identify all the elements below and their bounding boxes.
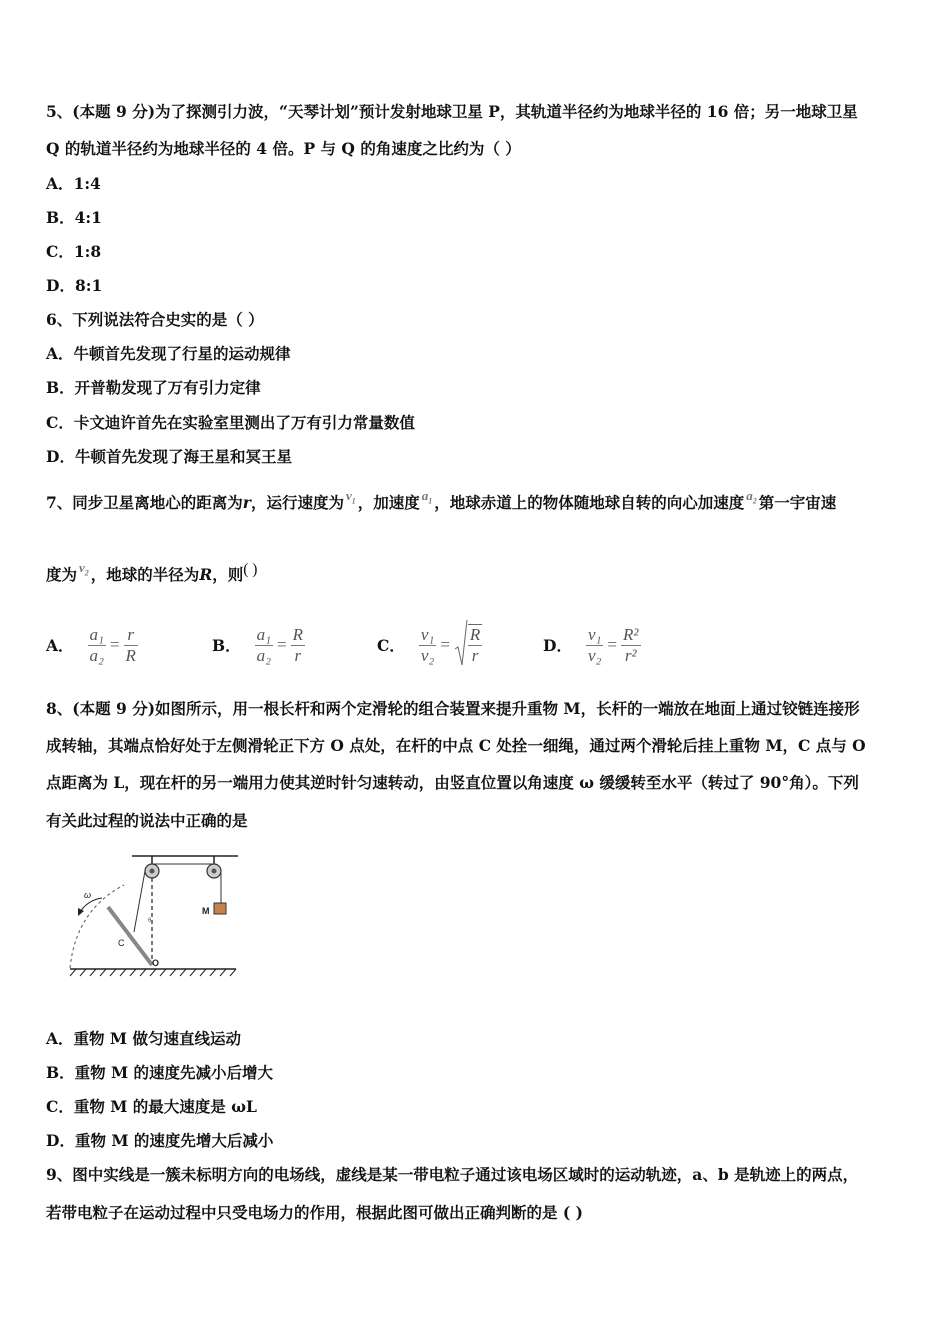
- pulley-rod-figure: [62, 850, 244, 980]
- q7-text: ，则: [212, 565, 244, 584]
- option-label: C．: [46, 413, 74, 432]
- equals-sign: =: [277, 635, 287, 654]
- option-text: 牛顿首先发现了行星的运动规律: [73, 344, 291, 363]
- frac-den: r: [294, 645, 302, 665]
- q7-text: ，运行速度为: [250, 493, 344, 512]
- q6-stem: 6、下列说法符合史实的是（ ）: [46, 310, 264, 329]
- fraction-right: [291, 625, 305, 666]
- frac-den: v₂: [587, 645, 602, 665]
- q6-option-a: [46, 344, 908, 364]
- frac-den: r²: [624, 645, 637, 665]
- frac-num: r: [124, 625, 138, 646]
- q8-stem-line-2: 成转轴，其端点恰好处于左侧滑轮正下方 O 点处，在杆的中点 C 处拴一细绳，通过两个滑轮后挂上重物 M，C 点与 O: [46, 736, 866, 755]
- option-text: 重物 M 的速度先增大后减小: [74, 1131, 274, 1150]
- omega-label: ω: [84, 890, 92, 900]
- left-pulley-axle: [150, 869, 155, 874]
- option-text: 重物 M 的最大速度是 ωL: [73, 1097, 257, 1116]
- rod: [108, 907, 152, 965]
- q5-option-a: [46, 174, 908, 194]
- mass-label: M: [202, 906, 210, 916]
- q8-option-a: [46, 1029, 908, 1049]
- q7-option-a: [46, 618, 138, 672]
- point-c-label: C: [118, 938, 125, 948]
- q8-stem-line-3: 点距离为 L，现在杆的另一端用力使其逆时针匀速转动，由竖直位置以角速度 ω 缓缓转至水平（转过了 90°角）。下列: [46, 773, 859, 792]
- var-letter: v: [345, 488, 352, 503]
- q6-option-b: [46, 378, 908, 398]
- frac-num: v₁: [587, 624, 602, 644]
- fraction-right: [124, 625, 138, 666]
- q5-option-b: [46, 208, 908, 228]
- var-v1: [345, 488, 356, 506]
- q7-text: ，地球赤道上的物体随地球自转的向心加速度: [434, 493, 745, 512]
- q7-stem-line-1: [46, 490, 908, 516]
- q6-option-c: [46, 413, 908, 433]
- fraction-left: [586, 625, 603, 666]
- option-label: C．: [377, 636, 405, 655]
- rotation-arc: [70, 885, 124, 968]
- sqrt-sign: [454, 619, 468, 671]
- equals-sign: =: [440, 635, 450, 654]
- q9-stem-line-2: 若带电粒子在运动过程中只受电场力的作用，根据此图可做出正确判断的是 ( ): [46, 1203, 583, 1222]
- var-v2: [79, 560, 89, 578]
- frac-num: a₁: [256, 624, 272, 644]
- q7-option-b: [212, 618, 305, 672]
- option-label: A．: [46, 1029, 74, 1048]
- q5-stem-line-1: 5、(本题 9 分)为了探测引力波，“天琴计划”预计发射地球卫星 P，其轨道半径约为地球半径的 16 倍；另一地球卫星: [46, 102, 858, 121]
- q7-text: 度为: [46, 565, 78, 584]
- option-label: A．: [46, 174, 74, 193]
- point-o-label: O: [152, 958, 160, 968]
- q5-stem-line-2: Q 的轨道半径约为地球半径的 4 倍。P 与 Q 的角速度之比约为（ ）: [46, 139, 521, 158]
- option-label: D．: [46, 276, 75, 295]
- option-text: 重物 M 的速度先减小后增大: [74, 1063, 274, 1082]
- var-a1: [421, 488, 433, 506]
- ground-hatching: [70, 969, 236, 976]
- q7-text: ，加速度: [357, 493, 420, 512]
- var-letter: a: [421, 488, 429, 503]
- option-text: 1:4: [73, 174, 101, 193]
- frac-den: a₂: [256, 645, 272, 665]
- radical-icon: [454, 619, 468, 667]
- option-label: B．: [46, 1063, 75, 1082]
- mass-block: [214, 903, 226, 914]
- fraction-left: [88, 625, 106, 666]
- fraction-right: [468, 624, 482, 666]
- q8-option-d: [46, 1131, 908, 1151]
- var-a2: [746, 488, 757, 506]
- frac-den: a₂: [89, 645, 104, 665]
- option-text: 1:8: [73, 242, 102, 261]
- frac-num: a₁: [89, 624, 104, 644]
- equals-sign: =: [607, 635, 618, 654]
- right-pulley-axle: [212, 869, 217, 874]
- fraction-left: [419, 625, 436, 666]
- option-label: C．: [46, 1097, 74, 1116]
- rope-to-rod: [134, 871, 145, 932]
- option-label: A．: [46, 636, 74, 655]
- option-text: 4:1: [74, 208, 102, 227]
- frac-num: v₁: [420, 624, 435, 644]
- fraction-left: [255, 625, 273, 666]
- option-label: B．: [46, 208, 75, 227]
- q8-stem-line-4: 有关此过程的说法中正确的是: [46, 811, 248, 830]
- var-subscript: 2: [84, 568, 89, 578]
- frac-den: R: [125, 645, 136, 665]
- frac-num: R²: [623, 624, 639, 644]
- frac-num: R: [469, 625, 481, 644]
- frac-den: v₂: [420, 645, 435, 665]
- answer-paren: ( ): [243, 561, 258, 578]
- option-label: B．: [46, 378, 75, 397]
- q9-stem-line-1: 9、图中实线是一簇未标明方向的电场线，虚线是某一带电粒子通过该电场区域时的运动轨迹，a、b 是轨迹上的两点，: [46, 1165, 859, 1184]
- theta-label: θ: [148, 918, 152, 924]
- equals-sign: =: [109, 635, 120, 654]
- var-letter: a: [746, 488, 753, 503]
- var-R: R: [199, 565, 213, 584]
- frac-num: R: [292, 624, 304, 644]
- q7-text: 7、同步卫星离地心的距离为: [46, 493, 243, 512]
- fraction-right: [621, 625, 640, 666]
- option-label: D．: [46, 447, 75, 466]
- option-label: C．: [46, 242, 74, 261]
- q8-option-c: [46, 1097, 908, 1117]
- option-label: A．: [46, 344, 74, 363]
- frac-den: r: [471, 646, 479, 665]
- var-r: r: [242, 493, 251, 512]
- q6-option-d: [46, 447, 908, 467]
- omega-arrowhead-icon: [78, 908, 84, 916]
- option-label: B．: [212, 636, 241, 655]
- q5-option-d: [46, 276, 908, 296]
- var-subscript: 1: [351, 496, 356, 506]
- q8-option-b: [46, 1063, 908, 1083]
- var-subscript: 1: [428, 496, 433, 506]
- var-subscript: 2: [752, 496, 757, 506]
- var-letter: v: [79, 560, 85, 575]
- option-label: D．: [46, 1131, 75, 1150]
- option-label: D．: [543, 636, 572, 655]
- option-text: 8:1: [74, 276, 103, 295]
- q7-stem-line-2: [46, 562, 908, 588]
- omega-arrow: [80, 898, 102, 912]
- q5-option-c: [46, 242, 908, 262]
- q8-stem-line-1: 8、(本题 9 分)如图所示，用一根长杆和两个定滑轮的组合装置来提升重物 M，长杆的一端放在地面上通过铰链连接形: [46, 699, 860, 718]
- option-text: 牛顿首先发现了海王星和冥王星: [74, 447, 292, 466]
- option-text: 重物 M 做匀速直线运动: [73, 1029, 241, 1048]
- option-text: 开普勒发现了万有引力定律: [74, 378, 261, 397]
- q7-text: ，地球的半径为: [90, 565, 200, 584]
- q7-text: 第一宇宙速: [758, 493, 837, 512]
- option-text: 卡文迪许首先在实验室里测出了万有引力常量数值: [73, 413, 415, 432]
- q7-option-d: [543, 618, 641, 672]
- q7-option-c: [377, 618, 482, 672]
